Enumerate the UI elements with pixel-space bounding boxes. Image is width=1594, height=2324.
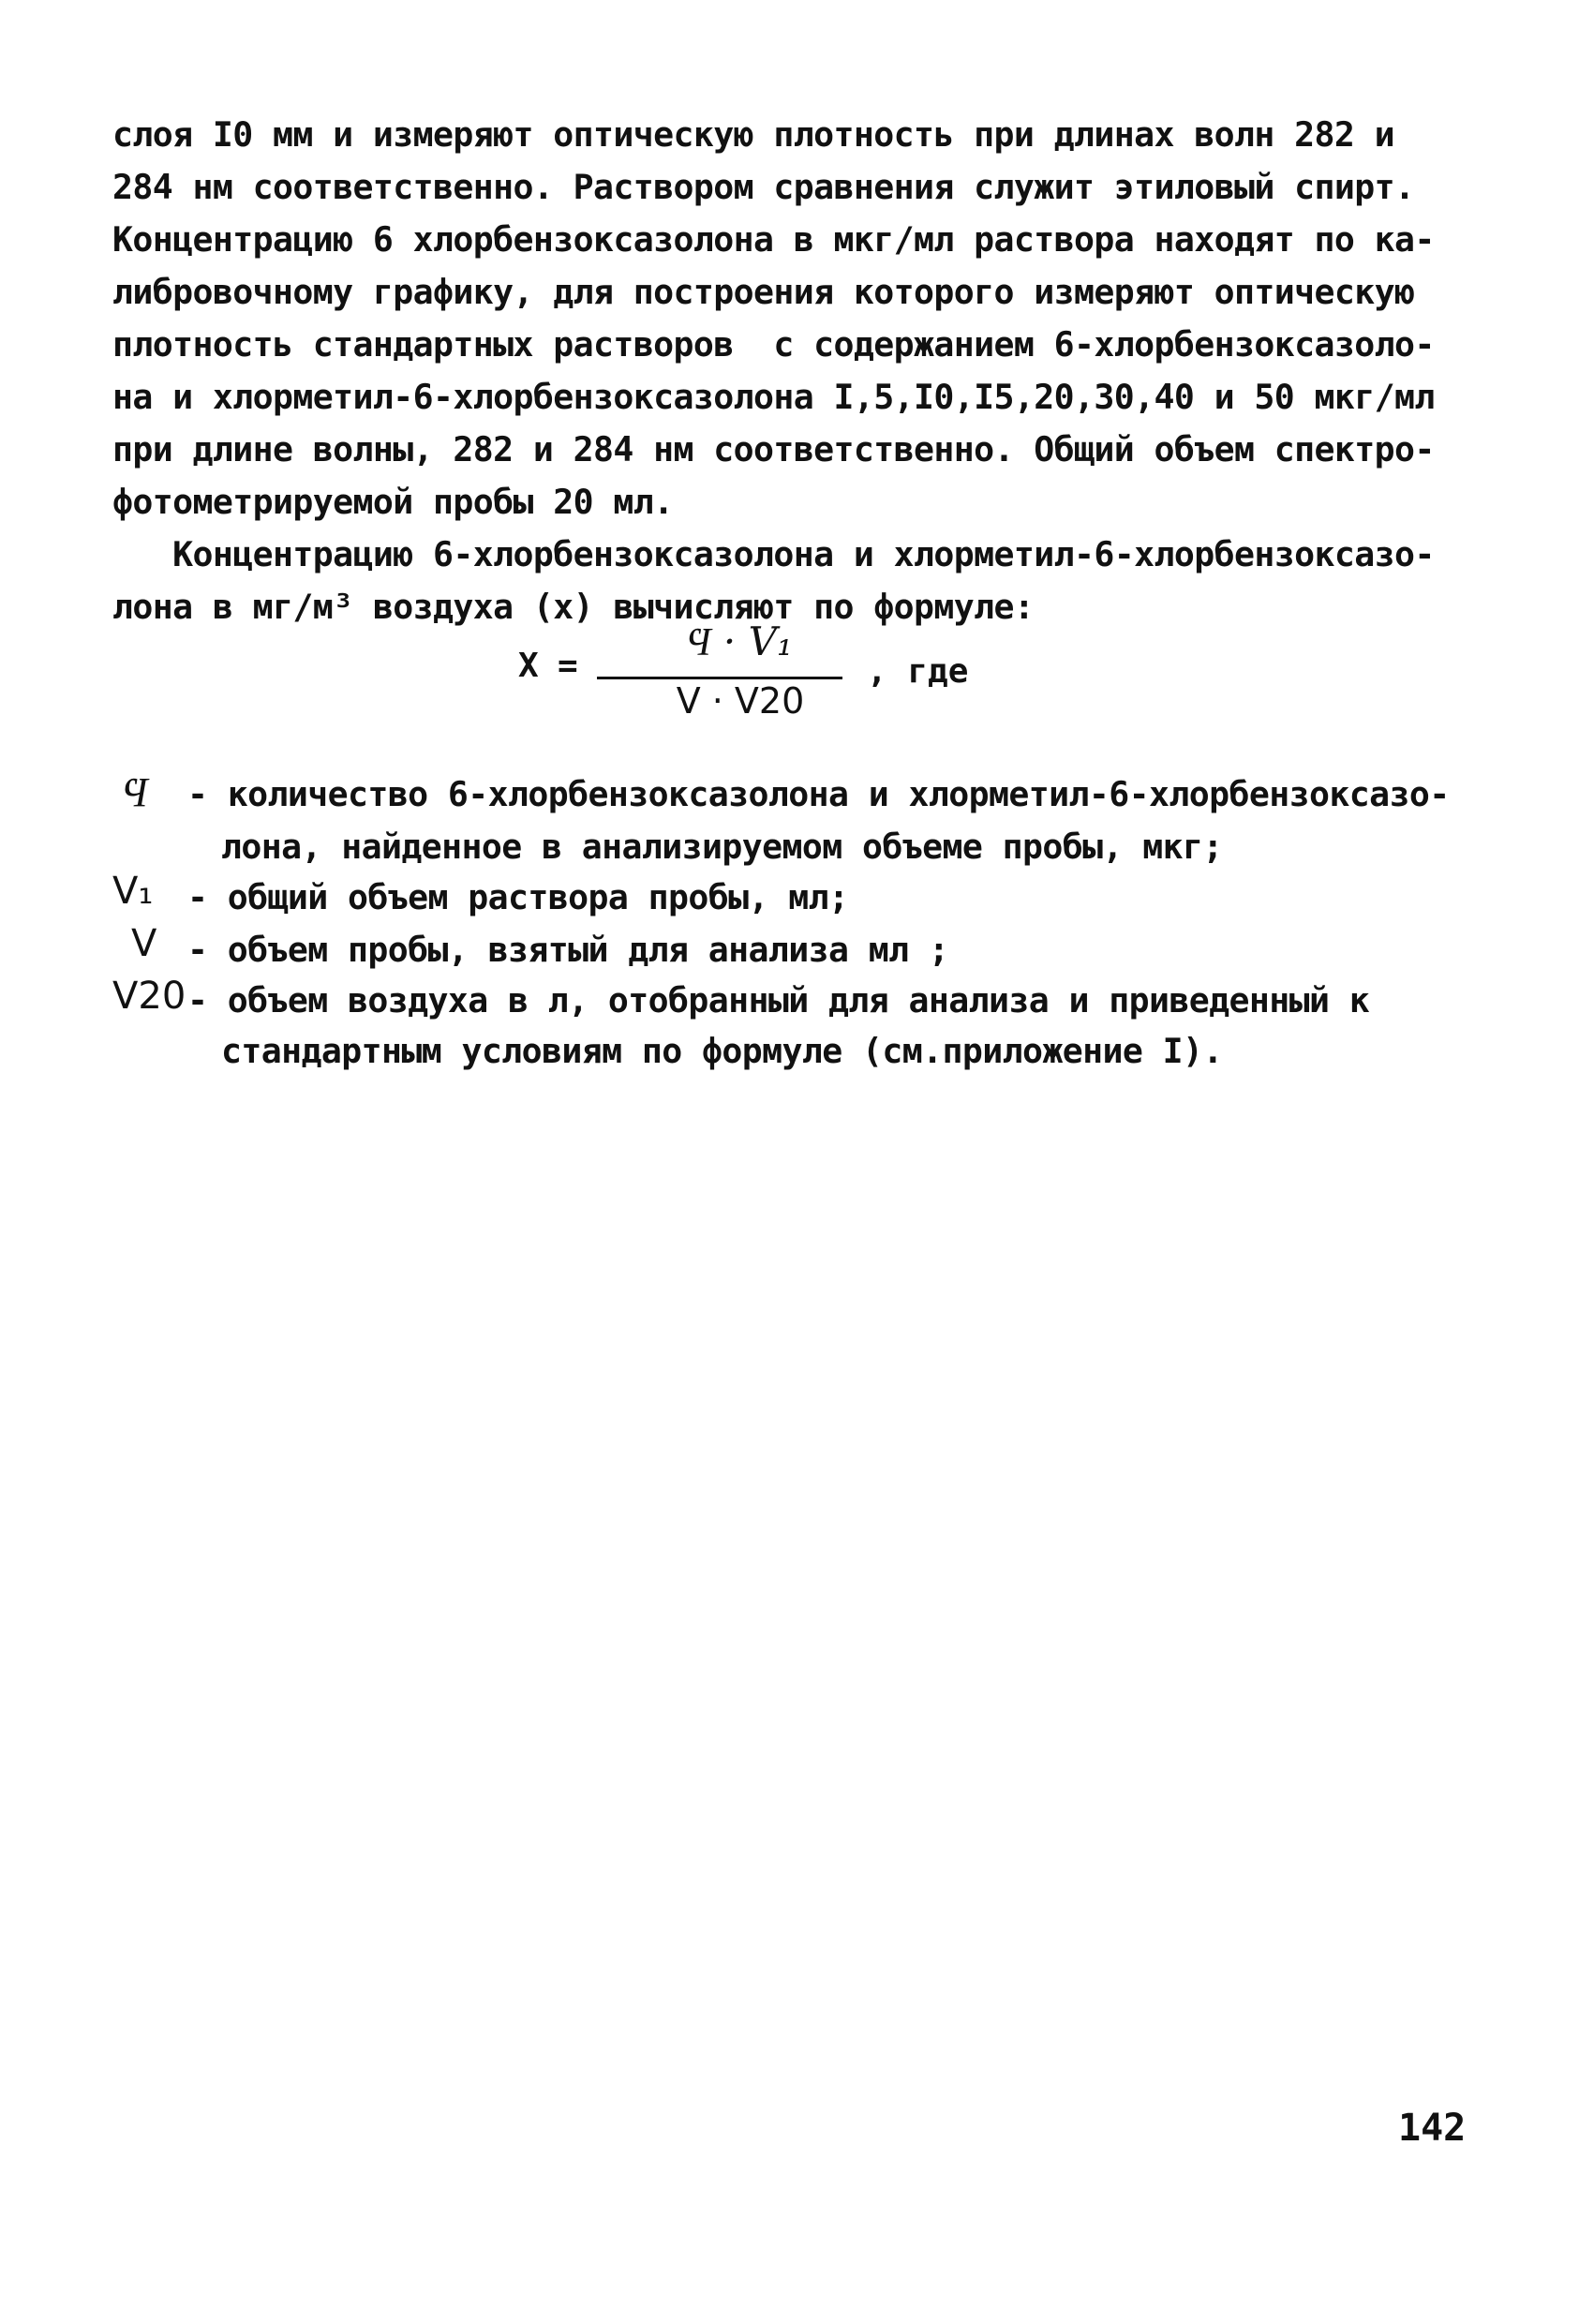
definition-continuation: лона, найденное в анализируемом объеме пробы, мкг; <box>221 827 1223 867</box>
definition-text: - объем воздуха в л, отобранный для анализа и приведенный к <box>187 980 1370 1020</box>
symbol-v1: V₁ <box>112 870 154 913</box>
formula-equals: = <box>558 647 578 685</box>
paragraph-line: при длине волны, 282 и 284 нм соответственно. Общий объем спектро- <box>112 429 1435 469</box>
paragraph-line: слоя I0 мм и измеряют оптическую плотность при длинах волн 282 и <box>112 114 1394 155</box>
symbol-v20: V20 <box>112 975 186 1018</box>
page-number: 142 <box>1398 2107 1467 2150</box>
symbol-v: V <box>131 922 157 965</box>
paragraph-line: лона в мг/м³ воздуха (х) вычисляют по формуле: <box>112 587 1035 627</box>
formula-numerator: Ϥ · V₁ <box>688 618 793 664</box>
paragraph-line: либровочному графику, для построения которого измеряют оптическую <box>112 272 1415 312</box>
paragraph-line: на и хлорметил-6-хлорбензоксазолона I,5,I0,I5,20,30,40 и 50 мкг/мл <box>112 377 1435 417</box>
formula-denominator: V · V20 <box>676 680 805 722</box>
concentration-formula <box>492 618 1017 731</box>
formula-lhs: Х <box>518 647 539 685</box>
definition-text: - объем пробы, взятый для анализа мл ; <box>187 930 949 970</box>
paragraph-line: Концентрацию 6 хлорбензоксазолона в мкг/мл раствора находят по ка- <box>112 219 1435 260</box>
paragraph-line: фотометрируемой пробы 20 мл. <box>112 482 674 522</box>
paragraph-line: 284 нм соответственно. Раствором сравнения служит этиловый спирт. <box>112 167 1415 207</box>
paragraph-line: плотность стандартных растворов с содержанием 6-хлорбензоксазоло- <box>112 324 1435 365</box>
symbol-g: Ϥ <box>124 768 148 816</box>
formula-where: , где <box>867 652 969 691</box>
paragraph-line: Концентрацию 6-хлорбензоксазолона и хлорметил-6-хлорбензоксазо- <box>112 534 1435 574</box>
definition-text: - количество 6-хлорбензоксазолона и хлорметил-6-хлорбензоксазо- <box>187 774 1450 814</box>
definition-continuation: стандартным условиям по формуле (см.приложение I). <box>221 1031 1223 1071</box>
fraction-bar <box>597 677 842 679</box>
definition-text: - общий объем раствора пробы, мл; <box>187 877 849 917</box>
